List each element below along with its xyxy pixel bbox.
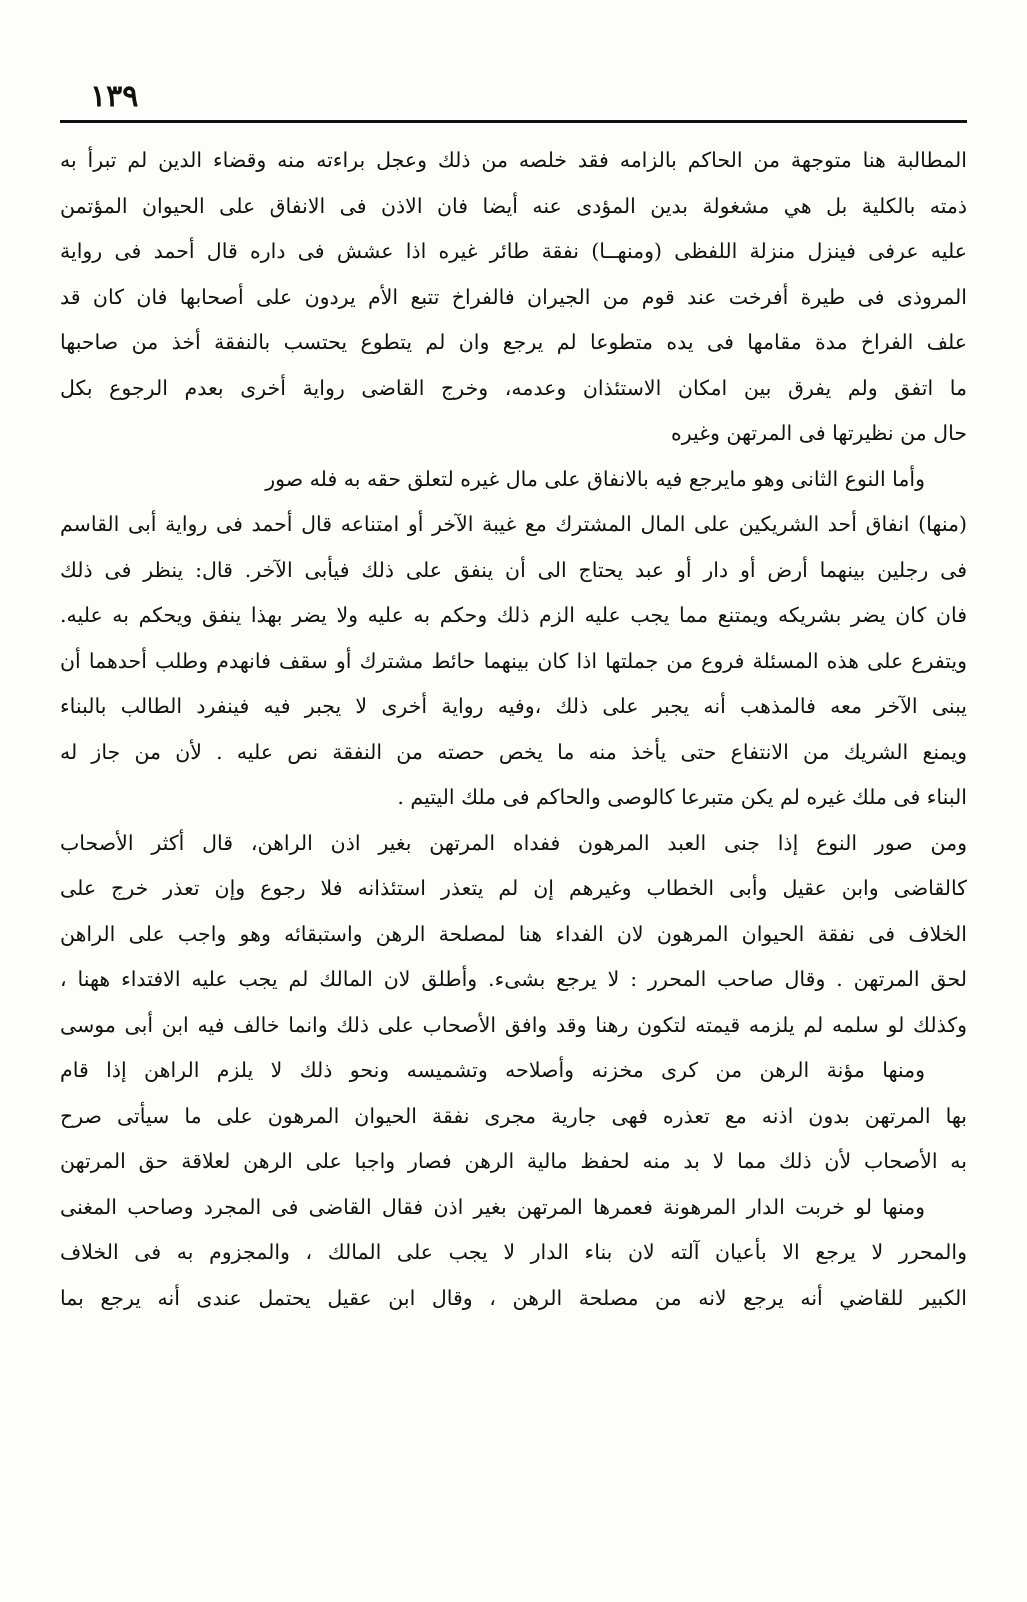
text-line: بها المرتهن بدون اذنه مع تعذره فهى جارية مجرى نفقة الحيوان المرهون على ما سيأتى صرح (60, 1103, 967, 1128)
text-line: فان كان يضر بشريكه ويمتنع مما يجب عليه الزم ذلك وحكم به عليه ولا يضر بهذا ينفق ويحكم به عليه. (60, 603, 967, 627)
text-line: ما اتفق ولم يفرق بين امكان الاستئذان وعدمه، وخرج القاضى رواية أخرى بعدم الرجوع بكل (60, 375, 967, 400)
text-line: المطالبة هنا متوجهة من الحاكم بالزامه فقد خلصه من ذلك وعجل براءته منه وقضاء الدين لم تبرأ به (60, 148, 967, 172)
page-body-text (60, 138, 967, 1321)
text-line: والمحرر لا يرجع الا بأعيان آلته لان بناء الدار لا يجب على المالك ، والمجزوم به فى الخلاف (60, 1240, 967, 1264)
text-line: علف الفراخ مدة مقامها فى يده متطوعا لم يرجع وان لم يتطوع يحتسب بالنفقة أخذ من صاحبها (60, 330, 967, 354)
text-line: فى رجلين بينهما أرض أو دار أو عبد يحتاج الى أن ينفق على ذلك فيأبى الآخر. قال: ينظر فى ذلك (60, 557, 967, 582)
text-line: الكبير للقاضي أنه يرجع لانه من مصلحة الرهن ، وقال ابن عقيل يحتمل عندى أنه يرجع بما (60, 1285, 967, 1310)
text-line: عليه عرفى فينزل منزلة اللفظى (ومنهــا) نفقة طائر غيره اذا عشش فى داره قال أحمد فى رواية (60, 239, 967, 263)
text-line: به الأصحاب لأن ذلك مما لا بد منه لحفظ مالية الرهن فصار واجبا على الرهن لعلاقة حق المرتهن (60, 1149, 967, 1173)
text-line: وكذلك لو سلمه لم يلزمه قيمته لتكون رهنا وقد وافق الأصحاب على ذلك وانما خالف فيه ابن أبى موسى (60, 1012, 967, 1037)
text-line: ومنها مؤنة الرهن من كرى مخزنه وأصلاحه وتشميسه ونحو ذلك لا يلزم الراهن إذا قام (60, 1058, 925, 1082)
text-line: كالقاضى وابن عقيل وأبى الخطاب وغيرهم إن لم يتعذر استئذانه فلا رجوع وإن تعذر خرج على (60, 876, 967, 900)
text-line: ذمته بالكلية بل هي مشغولة بدين المؤدى عنه أيضا فان الاذن فى الانفاق على الحيوان المؤتمن (60, 193, 967, 218)
text-line: ومنها لو خربت الدار المرهونة فعمرها المرتهن بغير اذن فقال القاضى فى المجرد وصاحب المغنى (60, 1194, 925, 1219)
text-line: حال من نظيرتها فى المرتهن وغيره (670, 421, 967, 445)
header-rule (60, 120, 967, 123)
page-number: ١٣٩ (90, 79, 139, 114)
text-line: (منها) انفاق أحد الشريكين على المال المشترك مع غيبة الآخر أو امتناعه قال أحمد فى رواية أبى القاسم (60, 512, 967, 536)
text-line: المروذى فى طيرة أفرخت عند قوم من الجيران فالفراخ تتبع الأم يردون على أصحابها فان كان قد (60, 284, 967, 309)
text-line: الخلاف فى نفقة الحيوان المرهون لان الفداء هنا لمصلحة الرهن واستبقائه وهو واجب على الراهن (60, 921, 967, 946)
text-line: يبنى الآخر معه فالمذهب أنه يجبر على ذلك ،وفيه رواية أخرى لا يجبر فيه فينفرد الطالب بالبناء (60, 694, 967, 718)
text-line: وأما النوع الثانى وهو مايرجع فيه بالانفاق على مال غيره لتعلق حقه به فله صور (265, 466, 925, 491)
text-line: ويمنع الشريك من الانتفاع حتى يأخذ منه ما يخص حصته من النفقة نص عليه . لأن من جاز له (60, 739, 967, 764)
text-line: ومن صور النوع إذا جنى العبد المرهون ففداه المرتهن بغير اذن الراهن، قال أكثر الأصحاب (60, 830, 967, 855)
text-line: ويتفرع على هذه المسئلة فروع من جملتها اذا كان بينهما حائط مشترك أو سقف فانهدم وطلب أحدهما أن (60, 648, 967, 673)
text-line: لحق المرتهن . وقال صاحب المحرر : لا يرجع بشىء. وأطلق لان المالك لم يجب عليه الافتداء ههنا ، (60, 967, 967, 991)
text-line: البناء فى ملك غيره لم يكن متبرعا كالوصى والحاكم فى ملك اليتيم . (397, 785, 967, 809)
